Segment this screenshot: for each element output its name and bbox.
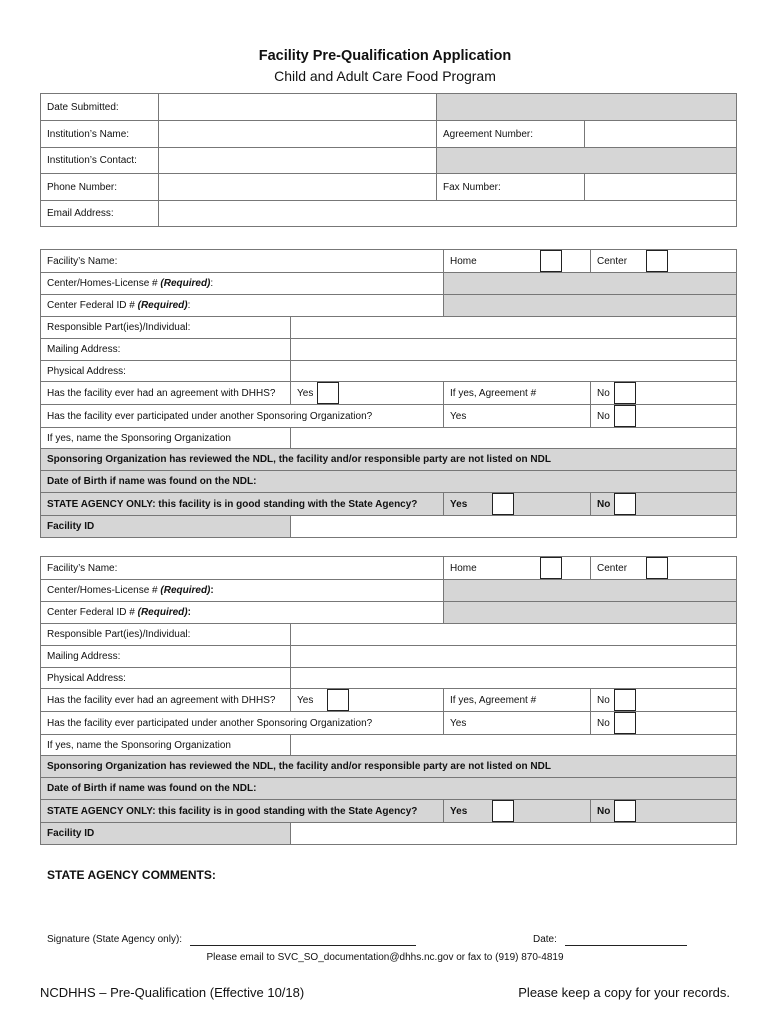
center-checkbox[interactable] bbox=[646, 557, 668, 579]
signature-line[interactable] bbox=[190, 945, 416, 946]
good-standing-no-label: No bbox=[597, 805, 611, 817]
good-standing-no-checkbox[interactable] bbox=[614, 493, 636, 515]
physical-label: Physical Address: bbox=[41, 361, 291, 382]
form-subtitle: Child and Adult Care Food Program bbox=[274, 68, 496, 84]
good-standing-yes-label: Yes bbox=[450, 498, 468, 510]
agreement-question: Has the facility ever had an agreement with DHHS? bbox=[41, 689, 291, 712]
ndl-review-label: Sponsoring Organization has reviewed the NDL, the facility and/or responsible party are not listed on NDL bbox=[41, 449, 737, 471]
state-agency-label: STATE AGENCY ONLY: this facility is in good standing with the State Agency? bbox=[41, 493, 444, 516]
if-yes-agreement-label: If yes, Agreement # bbox=[444, 689, 591, 712]
agreement-no-label: No bbox=[597, 694, 610, 706]
good-standing-no-label: No bbox=[597, 498, 611, 510]
dob-label: Date of Birth if name was found on the NDL: bbox=[41, 778, 737, 800]
mailing-label: Mailing Address: bbox=[41, 646, 291, 668]
responsible-field[interactable] bbox=[291, 624, 737, 646]
facility-id-field[interactable] bbox=[291, 823, 737, 845]
mailing-label: Mailing Address: bbox=[41, 339, 291, 361]
good-standing-yes-label: Yes bbox=[450, 805, 468, 817]
footer-form-id: NCDHHS – Pre-Qualification (Effective 10/18) bbox=[40, 985, 305, 1000]
good-standing-yes-checkbox[interactable] bbox=[492, 493, 514, 515]
agreement-no-checkbox[interactable] bbox=[614, 689, 636, 711]
sponsor-question: Has the facility ever participated under another Sponsoring Organization? bbox=[41, 712, 444, 735]
phone-label: Phone Number: bbox=[41, 174, 159, 201]
facility-id-label: Facility ID bbox=[41, 823, 291, 845]
sponsor-name-field[interactable] bbox=[291, 735, 737, 756]
sponsor-yes-label: Yes bbox=[444, 712, 591, 735]
date-submitted-field[interactable] bbox=[159, 94, 437, 121]
institution-contact-field[interactable] bbox=[159, 148, 437, 174]
license-label: Center/Homes-License # (Required): bbox=[41, 580, 444, 602]
state-agency-label: STATE AGENCY ONLY: this facility is in good standing with the State Agency? bbox=[41, 800, 444, 823]
agreement-no-label: No bbox=[597, 387, 610, 399]
sponsor-no-checkbox[interactable] bbox=[614, 712, 636, 734]
facility-id-field[interactable] bbox=[291, 516, 737, 538]
agreement-no-checkbox[interactable] bbox=[614, 382, 636, 404]
home-checkbox[interactable] bbox=[540, 250, 562, 272]
good-standing-yes-checkbox[interactable] bbox=[492, 800, 514, 822]
sponsor-no-label: No bbox=[597, 717, 610, 729]
sponsor-no-label: No bbox=[597, 410, 610, 422]
home-checkbox[interactable] bbox=[540, 557, 562, 579]
agreement-yes-label: Yes bbox=[297, 387, 314, 399]
center-label: Center bbox=[597, 255, 628, 267]
agreement-question: Has the facility ever had an agreement with DHHS? bbox=[41, 382, 291, 405]
signature-label: Signature (State Agency only): bbox=[47, 934, 183, 945]
email-label: Email Address: bbox=[41, 201, 159, 227]
ndl-review-label: Sponsoring Organization has reviewed the NDL, the facility and/or responsible party are not listed on NDL bbox=[41, 756, 737, 778]
comments-heading: STATE AGENCY COMMENTS: bbox=[47, 868, 216, 882]
mailing-field[interactable] bbox=[291, 339, 737, 361]
dob-label: Date of Birth if name was found on the NDL: bbox=[41, 471, 737, 493]
physical-field[interactable] bbox=[291, 361, 737, 382]
sponsor-name-field[interactable] bbox=[291, 428, 737, 449]
email-instructions: Please email to SVC_SO_documentation@dhhs.nc.gov or fax to (919) 870-4819 bbox=[206, 952, 564, 963]
mailing-field[interactable] bbox=[291, 646, 737, 668]
agreement-yes-checkbox[interactable] bbox=[327, 689, 349, 711]
agreement-number-field[interactable] bbox=[585, 121, 737, 148]
home-label: Home bbox=[450, 255, 477, 267]
if-yes-agreement-label: If yes, Agreement # bbox=[444, 382, 591, 405]
responsible-label: Responsible Part(ies)/Individual: bbox=[41, 317, 291, 339]
home-label: Home bbox=[450, 562, 477, 574]
email-field[interactable] bbox=[159, 201, 737, 227]
sponsor-yes-label: Yes bbox=[444, 405, 591, 428]
physical-label: Physical Address: bbox=[41, 668, 291, 689]
form-title: Facility Pre-Qualification Application bbox=[258, 48, 512, 64]
fax-field[interactable] bbox=[585, 174, 737, 201]
institution-name-field[interactable] bbox=[159, 121, 437, 148]
license-label: Center/Homes-License # (Required): bbox=[41, 273, 444, 295]
institution-contact-label: Institution’s Contact: bbox=[41, 148, 159, 174]
federal-id-label: Center Federal ID # (Required): bbox=[41, 602, 444, 624]
federal-id-label: Center Federal ID # (Required): bbox=[41, 295, 444, 317]
date-submitted-label: Date Submitted: bbox=[41, 94, 159, 121]
sponsor-no-checkbox[interactable] bbox=[614, 405, 636, 427]
physical-field[interactable] bbox=[291, 668, 737, 689]
date-label: Date: bbox=[533, 934, 557, 945]
facility-table-2 bbox=[40, 556, 737, 845]
sponsor-question: Has the facility ever participated under another Sponsoring Organization? bbox=[41, 405, 444, 428]
agreement-number-label: Agreement Number: bbox=[437, 121, 585, 148]
agreement-yes-checkbox[interactable] bbox=[317, 382, 339, 404]
fax-label: Fax Number: bbox=[437, 174, 585, 201]
facility-name-label: Facility’s Name: bbox=[41, 250, 444, 273]
center-label: Center bbox=[597, 562, 628, 574]
facility-id-label: Facility ID bbox=[41, 516, 291, 538]
institution-name-label: Institution’s Name: bbox=[41, 121, 159, 148]
date-line[interactable] bbox=[565, 945, 687, 946]
good-standing-no-checkbox[interactable] bbox=[614, 800, 636, 822]
institution-table bbox=[40, 93, 737, 227]
facility-table-1 bbox=[40, 249, 737, 538]
facility-name-label: Facility’s Name: bbox=[41, 557, 444, 580]
phone-field[interactable] bbox=[159, 174, 437, 201]
center-checkbox[interactable] bbox=[646, 250, 668, 272]
sponsor-name-label: If yes, name the Sponsoring Organization bbox=[41, 735, 291, 756]
responsible-field[interactable] bbox=[291, 317, 737, 339]
agreement-yes-label: Yes bbox=[297, 694, 314, 706]
footer-note: Please keep a copy for your records. bbox=[518, 985, 730, 1000]
responsible-label: Responsible Part(ies)/Individual: bbox=[41, 624, 291, 646]
sponsor-name-label: If yes, name the Sponsoring Organization bbox=[41, 428, 291, 449]
